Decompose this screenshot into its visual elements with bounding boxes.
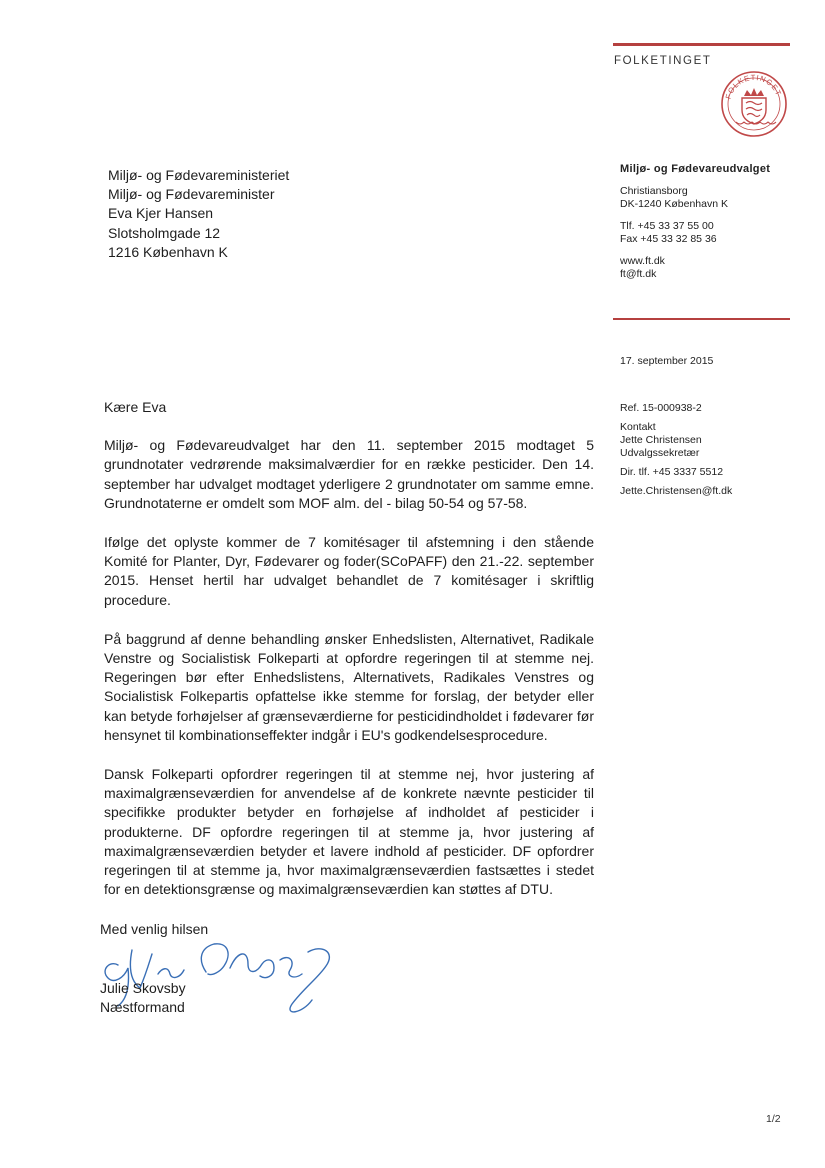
letter-body [104, 398, 594, 919]
signer-name: Julie Skovsby [100, 980, 186, 996]
closing-phrase: Med venlig hilsen [100, 921, 209, 937]
body-paragraph: Dansk Folkeparti opfordrer regeringen til at stemme nej, hvor justering af maximalgrænseværdien for anvendelse af de konkrete nævnte pesticider til specifikke produkter betyder en forhøjelse af indholdet af pesticider i produkterne. DF opfordre regeringen til at stemme ja, hvor justering af maximalgrænseværdien betyder et lavere indhold af pesticider. DF opfordrer regeringen til at stemme ja, hvor maximalgrænseværdien fastsættes i stedet for en detektionsgrænse og maximalgrænseværdien kan støttes af DTU. [104, 766, 594, 898]
greeting: Kære Eva [104, 399, 167, 415]
parliament-seal-icon [720, 70, 788, 138]
body-paragraph: Miljø- og Fødevareudvalget har den 11. september 2015 modtaget 5 grundnotater vedrørende maksimalværdier for en række pesticider. Den 14. september har udvalget modtaget yderligere 2 grundnotater om samme emne. Grundnotaterne er omdelt som MOF alm. del - bilag 50-54 og 57-58. [104, 437, 594, 511]
committee-name: Miljø- og Fødevareudvalget [620, 163, 771, 175]
contact-name: Jette Christensen [620, 434, 702, 446]
contact-block [620, 402, 732, 498]
fax-number: Fax +45 33 32 85 36 [620, 233, 717, 245]
contact-email-link[interactable]: Jette.Christensen@ft.dk [620, 485, 733, 497]
recipient-line: 1216 København K [108, 243, 228, 260]
recipient-line: Eva Kjer Hansen [108, 205, 214, 222]
body-paragraph: På baggrund af denne behandling ønsker Enhedslisten, Alternativet, Radikale Venstre og Socialistisk Folkeparti at opfordre regeringen til at stemme nej. Regeringen bør efter Enhedslistens, Alternativets, Radikales Venstres og Socialistisk Folkepartis opfattelse ikke stemme for forslag, der betyder eller kan betyde forhøjelser af grænseværdierne for pesticidindholdet i fødevarer før hensynet til kombinationseffekter indgår i EU's godkendelsesprocedure. [104, 630, 594, 743]
letterhead-mid-rule [613, 318, 790, 320]
email-link[interactable]: ft@ft.dk [620, 268, 657, 280]
reference-number: Ref. 15-000938-2 [620, 402, 702, 414]
website-link[interactable]: www.ft.dk [620, 255, 665, 267]
address-line: DK-1240 København K [620, 198, 728, 210]
letter-date: 17. september 2015 [620, 355, 714, 367]
recipient-line: Miljø- og Fødevareminister [108, 186, 275, 203]
letterhead-top-rule [613, 43, 790, 46]
body-paragraph: Ifølge det oplyste kommer de 7 komitésager til afstemning i den stående Komité for Planter, Dyr, Fødevarer og foder(SCoPAFF) den 21.-22. september 2015. Henset hertil har udvalget behandlet de 7 komitésager i skriftlig procedure. [104, 534, 594, 608]
recipient-line: Miljø- og Fødevareministeriet [108, 167, 290, 183]
org-name: FOLKETINGET [614, 55, 712, 67]
contact-phone: Dir. tlf. +45 3337 5512 [620, 466, 724, 478]
svg-text:FOLKETINGET: FOLKETINGET [723, 72, 784, 101]
page-number: 1/2 [766, 1113, 781, 1125]
contact-title: Udvalgssekretær [620, 447, 700, 459]
signer-block [100, 979, 186, 1017]
contact-label: Kontakt [620, 421, 656, 433]
address-line: Christiansborg [620, 185, 688, 197]
signer-title: Næstformand [100, 999, 185, 1015]
recipient-address [108, 166, 289, 262]
phone-number: Tlf. +45 33 37 55 00 [620, 220, 714, 232]
sender-block [620, 163, 770, 281]
recipient-line: Slotsholmgade 12 [108, 224, 221, 241]
